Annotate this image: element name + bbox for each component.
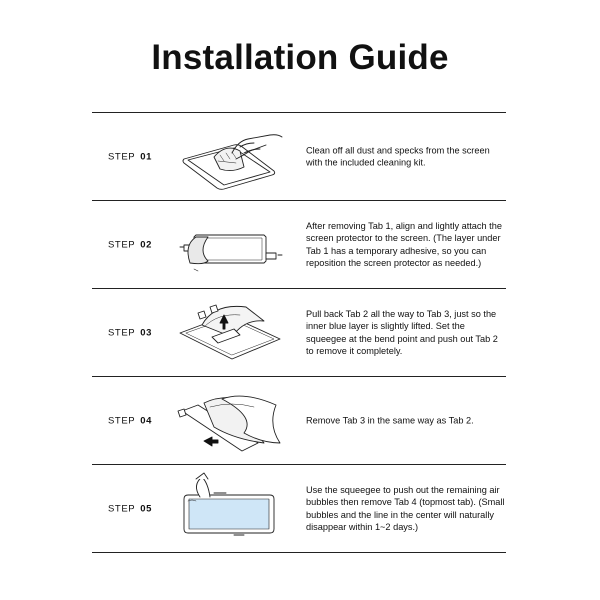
step-text-5: Use the squeegee to push out the remaining air bubbles then remove Tab 4 (topmost tab). (Small bubbles and the line in the center will naturally disappear within 1~2 days.) — [306, 484, 505, 533]
step-label-4 — [108, 415, 152, 426]
step-word: STEP — [108, 503, 136, 514]
step-label-5 — [108, 503, 152, 514]
step-word: STEP — [108, 239, 136, 250]
remove-tab3-illustration — [174, 381, 284, 460]
step-row-5 — [92, 464, 506, 553]
step-label-3 — [108, 327, 152, 338]
step-row-1 — [92, 112, 506, 200]
step-row-3 — [92, 288, 506, 376]
step-text-2: After removing Tab 1, align and lightly attach the screen protector to the screen. (The layer under Tab 1 has a temporary adhesive, so you can reposition the screen protector as needed.) — [306, 220, 502, 269]
pull-tab-illustration — [174, 293, 284, 372]
step-number: 02 — [140, 239, 153, 250]
finish-illustration — [174, 469, 284, 548]
step-number: 04 — [140, 415, 153, 426]
page-title: Installation Guide — [151, 38, 449, 77]
step-text-3: Pull back Tab 2 all the way to Tab 3, just so the inner blue layer is slightly lifted. Set the squeegee at the bend point and push out Tab 2 to remove it completely. — [306, 308, 498, 357]
step-word: STEP — [108, 327, 136, 338]
step-number: 01 — [140, 151, 153, 162]
cleaning-illustration — [174, 117, 284, 196]
step-word: STEP — [108, 415, 136, 426]
align-protector-illustration — [174, 205, 284, 284]
step-label-1 — [108, 151, 152, 162]
step-label-2 — [108, 239, 152, 250]
step-number: 03 — [140, 327, 153, 338]
steps-list — [92, 112, 506, 553]
step-text-1: Clean off all dust and specks from the screen with the included cleaning kit. — [306, 144, 490, 168]
step-text-4: Remove Tab 3 in the same way as Tab 2. — [306, 415, 474, 426]
step-row-2 — [92, 200, 506, 288]
step-row-4 — [92, 376, 506, 464]
step-word: STEP — [108, 151, 136, 162]
step-number: 05 — [140, 503, 153, 514]
